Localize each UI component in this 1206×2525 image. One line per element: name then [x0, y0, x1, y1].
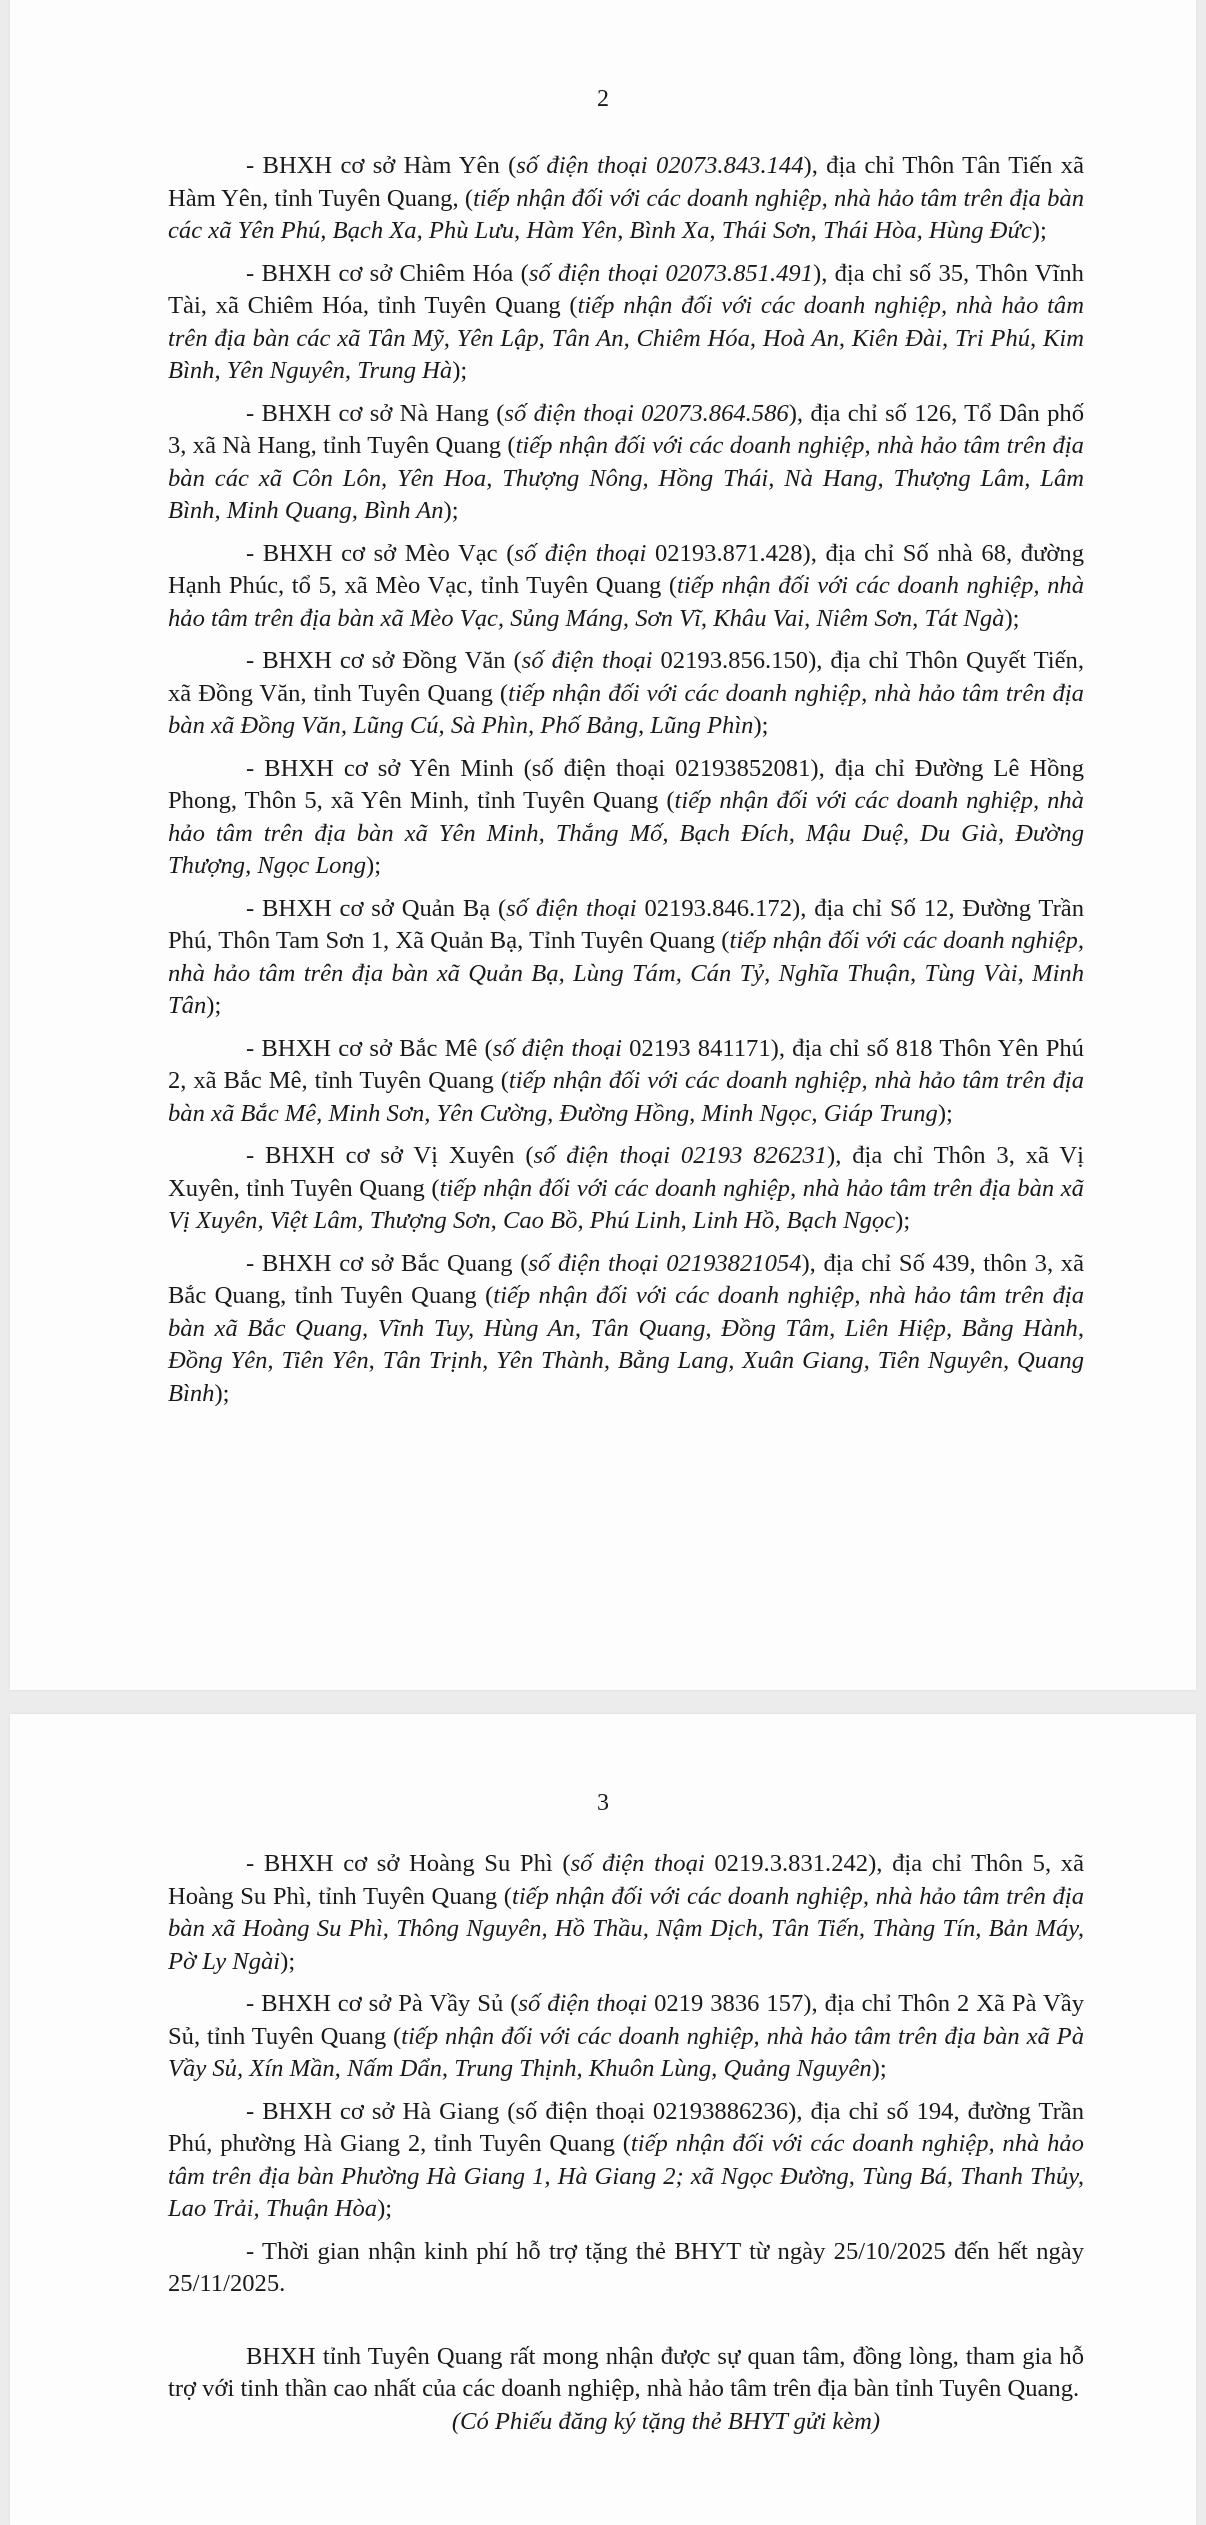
office-entry: - BHXH cơ sở Mèo Vạc (số điện thoại 02193.871.428), địa chỉ Số nhà 68, đường Hạnh Phúc, tổ 5, xã Mèo Vạc, tỉnh Tuyên Quang (tiếp nhận đối với các doanh nghiệp, nhà hảo tâm trên địa bàn xã Mèo Vạc, Sủng Máng, Sơn Vĩ, Khâu Vai, Niêm Sơn, Tát Ngà); — [168, 539, 1084, 632]
office-entry: - BHXH cơ sở Đồng Văn (số điện thoại 02193.856.150), địa chỉ Thôn Quyết Tiến, xã Đồng Văn, tỉnh Tuyên Quang (tiếp nhận đối với các doanh nghiệp, nhà hảo tâm trên địa bàn xã Đồng Văn, Lũng Cú, Sà Phìn, Phố Bảng, Lũng Phìn); — [168, 647, 1084, 739]
office-entry: - BHXH cơ sở Bắc Mê (số điện thoại 02193 841171), địa chỉ số 818 Thôn Yên Phú 2, xã Bắc Mê, tỉnh Tuyên Quang (tiếp nhận đối với các doanh nghiệp, nhà hảo tâm trên địa bàn xã Bắc Mê, Minh Sơn, Yên Cường, Đường Hồng, Minh Ngọc, Giáp Trung); — [168, 1034, 1084, 1127]
page-2-body — [168, 150, 1084, 1420]
attachment-note: (Có Phiếu đăng ký tặng thẻ BHYT gửi kèm) — [451, 2407, 881, 2435]
office-entry: - BHXH cơ sở Bắc Quang (số điện thoại 02193821054), địa chỉ Số 439, thôn 3, xã Bắc Quang, tỉnh Tuyên Quang (tiếp nhận đối với các doanh nghiệp, nhà hảo tâm trên địa bàn xã Bắc Quang, Vĩnh Tuy, Hùng An, Tân Quang, Đồng Tâm, Liên Hiệp, Bằng Hành, Đồng Yên, Tiên Yên, Tân Trịnh, Yên Thành, Bằng Lang, Xuân Giang, Tiên Nguyên, Quang Bình); — [168, 1249, 1084, 1407]
office-entry: - BHXH cơ sở Quản Bạ (số điện thoại 02193.846.172), địa chỉ Số 12, Đường Trần Phú, Thôn Tam Sơn 1, Xã Quản Bạ, Tỉnh Tuyên Quang (tiếp nhận đối với các doanh nghiệp, nhà hảo tâm trên địa bàn xã Quản Bạ, Lùng Tám, Cán Tỷ, Nghĩa Thuận, Tùng Vài, Minh Tân); — [168, 894, 1084, 1019]
office-entry: - BHXH cơ sở Yên Minh (số điện thoại 02193852081), địa chỉ Đường Lê Hồng Phong, Thôn 5, xã Yên Minh, tỉnh Tuyên Quang (tiếp nhận đối với các doanh nghiệp, nhà hảo tâm trên địa bàn xã Yên Minh, Thắng Mố, Bạch Đích, Mậu Duệ, Du Già, Đường Thượng, Ngọc Long); — [168, 754, 1084, 879]
page-number: 2 — [597, 86, 609, 112]
page-number: 3 — [597, 1790, 609, 1816]
office-entry: - BHXH cơ sở Hà Giang (số điện thoại 02193886236), địa chỉ số 194, đường Trần Phú, phường Hà Giang 2, tỉnh Tuyên Quang (tiếp nhận đối với các doanh nghiệp, nhà hảo tâm trên địa bàn Phường Hà Giang 1, Hà Giang 2; xã Ngọc Đường, Tùng Bá, Thanh Thủy, Lao Trải, Thuận Hòa); — [168, 2097, 1084, 2222]
office-entry: - BHXH cơ sở Hàm Yên (số điện thoại 02073.843.144), địa chỉ Thôn Tân Tiến xã Hàm Yên, tỉnh Tuyên Quang, (tiếp nhận đối với các doanh nghiệp, nhà hảo tâm trên địa bàn các xã Yên Phú, Bạch Xa, Phù Lưu, Hàm Yên, Bình Xa, Thái Sơn, Thái Hòa, Hùng Đức); — [168, 152, 1084, 244]
office-entry: - BHXH cơ sở Pà Vầy Sủ (số điện thoại 0219 3836 157), địa chỉ Thôn 2 Xã Pà Vầy Sủ, tỉnh Tuyên Quang (tiếp nhận đối với các doanh nghiệp, nhà hảo tâm trên địa bàn xã Pà Vầy Sủ, Xín Mần, Nấm Dẩn, Trung Thịnh, Khuôn Lùng, Quảng Nguyên); — [168, 1990, 1084, 2082]
office-entry: - BHXH cơ sở Nà Hang (số điện thoại 02073.864.586), địa chỉ số 126, Tổ Dân phố 3, xã Nà Hang, tỉnh Tuyên Quang (tiếp nhận đối với các doanh nghiệp, nhà hảo tâm trên địa bàn các xã Côn Lôn, Yên Hoa, Thượng Nông, Hồng Thái, Nà Hang, Thượng Lâm, Lâm Bình, Minh Quang, Bình An); — [168, 399, 1084, 524]
deadline-note: - Thời gian nhận kinh phí hỗ trợ tặng thẻ BHYT từ ngày 25/10/2025 đến hết ngày 25/11/2025. — [168, 2237, 1084, 2297]
office-entry: - BHXH cơ sở Vị Xuyên (số điện thoại 02193 826231), địa chỉ Thôn 3, xã Vị Xuyên, tỉnh Tuyên Quang (tiếp nhận đối với các doanh nghiệp, nhà hảo tâm trên địa bàn xã Vị Xuyên, Việt Lâm, Thượng Sơn, Cao Bồ, Phú Linh, Linh Hồ, Bạch Ngọc); — [168, 1142, 1084, 1234]
closing-paragraph: BHXH tỉnh Tuyên Quang rất mong nhận được sự quan tâm, đồng lòng, tham gia hỗ trợ với tinh thần cao nhất của các doanh nghiệp, nhà hảo tâm trên địa bàn tỉnh Tuyên Quang. — [168, 2342, 1084, 2402]
office-entry: - BHXH cơ sở Hoàng Su Phì (số điện thoại 0219.3.831.242), địa chỉ Thôn 5, xã Hoàng Su Phì, tỉnh Tuyên Quang (tiếp nhận đối với các doanh nghiệp, nhà hảo tâm trên địa bàn xã Hoàng Su Phì, Thông Nguyên, Hồ Thầu, Nậm Dịch, Tân Tiến, Thàng Tín, Bản Máy, Pờ Ly Ngài); — [168, 1850, 1084, 1975]
page-3-body — [168, 1848, 1084, 2438]
office-entry: - BHXH cơ sở Chiêm Hóa (số điện thoại 02073.851.491), địa chỉ số 35, Thôn Vĩnh Tài, xã Chiêm Hóa, tỉnh Tuyên Quang (tiếp nhận đối với các doanh nghiệp, nhà hảo tâm trên địa bàn các xã Tân Mỹ, Yên Lập, Tân An, Chiêm Hóa, Hoà An, Kiên Đài, Tri Phú, Kim Bình, Yên Nguyên, Trung Hà); — [168, 259, 1084, 384]
